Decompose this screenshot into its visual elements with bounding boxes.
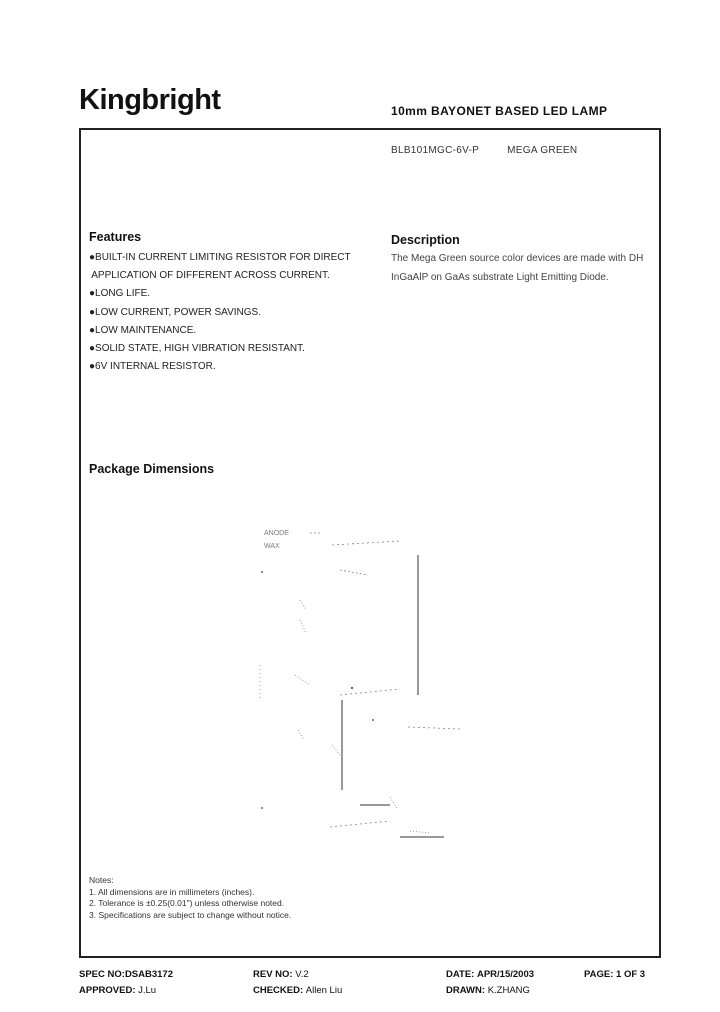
- feature-item: ●LOW CURRENT, POWER SAVINGS.: [89, 306, 261, 318]
- part-number: BLB101MGC-6V-P: [391, 145, 480, 156]
- spec-number: SPEC NO:DSAB3172: [79, 969, 173, 980]
- package-dimensions-heading: Package Dimensions: [89, 462, 215, 476]
- feature-item: ●LOW MAINTENANCE.: [89, 324, 197, 336]
- feature-item: ●LONG LIFE.: [89, 288, 151, 300]
- document-title: 10mm BAYONET BASED LED LAMP: [391, 104, 608, 118]
- feature-item: ●SOLID STATE, HIGH VIBRATION RESISTANT.: [89, 343, 305, 355]
- approved-by: APPROVED: J.Lu: [79, 985, 157, 996]
- features-list: [89, 249, 351, 376]
- description-heading: Description: [391, 233, 460, 247]
- description-text: The Mega Green source color devices are made with DH InGaAlP on GaAs substrate Light Emitting Diode.: [391, 253, 644, 283]
- notes-block: [89, 875, 291, 921]
- note-item: 1. All dimensions are in millimeters (inches).: [89, 886, 255, 897]
- package-drawing: [240, 515, 470, 845]
- notes-heading: Notes:: [89, 875, 114, 885]
- features-heading: Features: [89, 230, 142, 244]
- part-line: [391, 145, 577, 156]
- note-item: 2. Tolerance is ±0.25(0.01") unless otherwise noted.: [89, 898, 285, 908]
- part-color: MEGA GREEN: [507, 145, 578, 156]
- anode-label: ANODE: [264, 530, 289, 537]
- feature-item: APPLICATION OF DIFFERENT ACROSS CURRENT.: [89, 270, 330, 282]
- revision-number: REV NO: V.2: [253, 969, 309, 980]
- feature-item: ●BUILT-IN CURRENT LIMITING RESISTOR FOR DIRECT: [89, 252, 351, 263]
- drawn-by: DRAWN: K.ZHANG: [446, 985, 530, 996]
- note-item: 3. Specifications are subject to change without notice.: [89, 909, 292, 920]
- wax-label: WAX: [264, 543, 280, 550]
- page-number: PAGE: 1 OF 3: [584, 969, 646, 980]
- kingbright-logo: Kingbright: [79, 84, 221, 116]
- date: DATE: APR/15/2003: [446, 969, 535, 980]
- feature-item: ●6V INTERNAL RESISTOR.: [89, 361, 216, 373]
- checked-by: CHECKED: Allen Liu: [253, 985, 343, 996]
